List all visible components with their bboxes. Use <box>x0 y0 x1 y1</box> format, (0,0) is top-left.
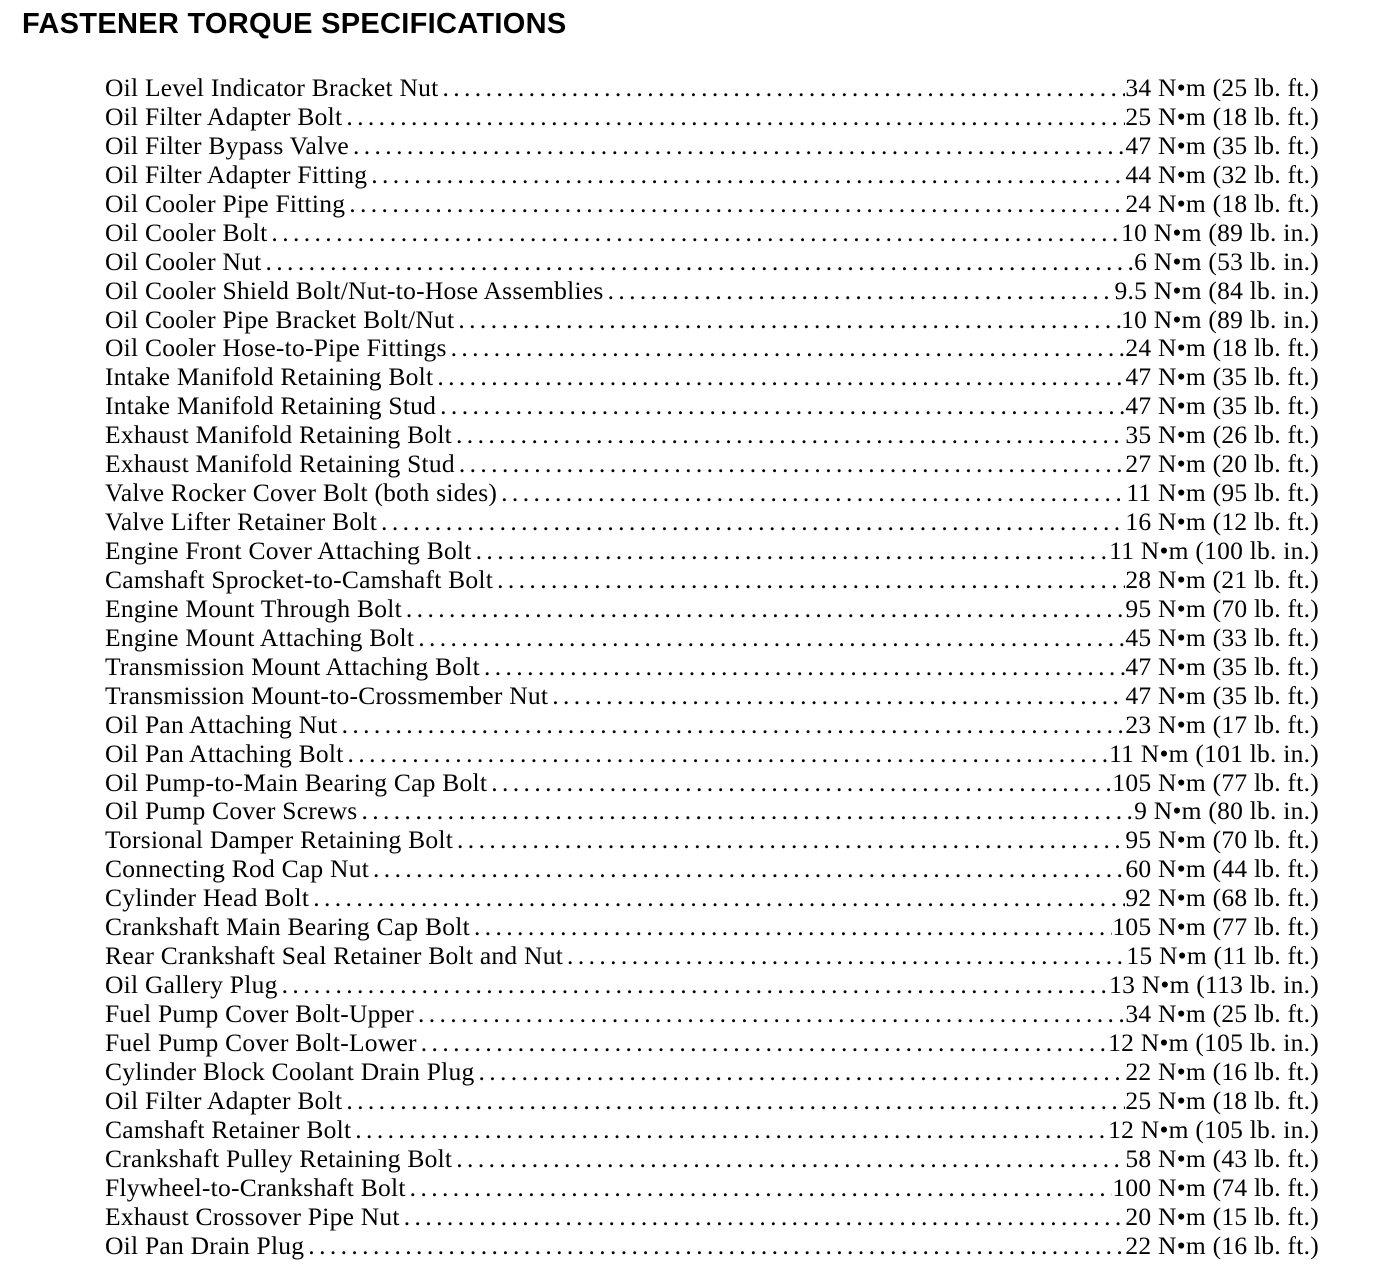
spec-label: Engine Mount Attaching Bolt <box>105 622 415 652</box>
spec-label: Intake Manifold Retaining Stud <box>105 391 437 421</box>
spec-label: Flywheel-to-Crankshaft Bolt <box>105 1172 406 1202</box>
dot-leader <box>267 219 1121 248</box>
dot-leader <box>474 1058 1125 1087</box>
spec-label: Connecting Rod Cap Nut <box>105 854 370 884</box>
spec-row <box>105 306 1319 335</box>
spec-row <box>105 248 1319 277</box>
dot-leader <box>433 363 1125 392</box>
spec-torque-value: 13 N•m (113 lb. in.) <box>1109 970 1319 1000</box>
spec-label: Oil Pump-to-Main Bearing Cap Bolt <box>105 767 488 797</box>
dot-leader <box>454 306 1121 335</box>
spec-label: Camshaft Retainer Bolt <box>105 1114 352 1144</box>
dot-leader <box>344 740 1110 769</box>
spec-row <box>105 711 1319 740</box>
spec-row <box>105 1145 1319 1174</box>
dot-leader <box>497 479 1126 508</box>
spec-row <box>105 161 1319 190</box>
spec-row <box>105 421 1319 450</box>
spec-row <box>105 624 1319 653</box>
dot-leader <box>452 1145 1125 1174</box>
spec-row <box>105 1203 1319 1232</box>
spec-torque-value: 22 N•m (16 lb. ft.) <box>1125 1230 1319 1260</box>
dot-leader <box>309 884 1125 913</box>
spec-row <box>105 1087 1319 1116</box>
dot-leader <box>262 248 1135 277</box>
dot-leader <box>406 1174 1113 1203</box>
dot-leader <box>357 797 1134 826</box>
spec-torque-value: 25 N•m (18 lb. ft.) <box>1125 101 1319 131</box>
spec-row <box>105 653 1319 682</box>
spec-torque-value: 100 N•m (74 lb. ft.) <box>1112 1172 1319 1202</box>
spec-torque-value: 23 N•m (17 lb. ft.) <box>1125 709 1319 739</box>
spec-row <box>105 219 1319 248</box>
spec-label: Valve Lifter Retainer Bolt <box>105 507 378 537</box>
spec-label: Crankshaft Pulley Retaining Bolt <box>105 1143 453 1173</box>
dot-leader <box>455 450 1126 479</box>
spec-label: Oil Filter Adapter Bolt <box>105 1085 343 1115</box>
spec-row <box>105 392 1319 421</box>
dot-leader <box>342 103 1125 132</box>
spec-torque-value: 10 N•m (89 lb. in.) <box>1121 304 1319 334</box>
spec-row <box>105 537 1319 566</box>
spec-row <box>105 1000 1319 1029</box>
spec-torque-value: 47 N•m (35 lb. ft.) <box>1125 680 1319 710</box>
spec-torque-value: 20 N•m (15 lb. ft.) <box>1125 1201 1319 1231</box>
spec-label: Exhaust Crossover Pipe Nut <box>105 1201 400 1231</box>
spec-row <box>105 826 1319 855</box>
spec-torque-value: 58 N•m (43 lb. ft.) <box>1125 1143 1319 1173</box>
spec-torque-value: 24 N•m (18 lb. ft.) <box>1125 333 1319 363</box>
spec-label: Oil Cooler Bolt <box>105 217 268 247</box>
dot-leader <box>472 537 1109 566</box>
torque-spec-list <box>105 74 1319 1260</box>
spec-label: Engine Mount Through Bolt <box>105 593 402 623</box>
spec-row <box>105 334 1319 363</box>
dot-leader <box>342 1087 1125 1116</box>
spec-row <box>105 566 1319 595</box>
spec-row <box>105 190 1319 219</box>
spec-row <box>105 769 1319 798</box>
spec-torque-value: 47 N•m (35 lb. ft.) <box>1125 391 1319 421</box>
spec-row <box>105 682 1319 711</box>
spec-row <box>105 1058 1319 1087</box>
spec-torque-value: 28 N•m (21 lb. ft.) <box>1125 564 1319 594</box>
spec-torque-value: 6 N•m (53 lb. in.) <box>1134 246 1319 276</box>
spec-row <box>105 1029 1319 1058</box>
spec-label: Oil Filter Adapter Fitting <box>105 159 368 189</box>
dot-leader <box>470 913 1112 942</box>
spec-torque-value: 95 N•m (70 lb. ft.) <box>1125 593 1319 623</box>
spec-label: Oil Gallery Plug <box>105 970 278 1000</box>
spec-torque-value: 95 N•m (70 lb. ft.) <box>1125 825 1319 855</box>
spec-label: Oil Pan Attaching Bolt <box>105 738 344 768</box>
spec-torque-value: 35 N•m (26 lb. ft.) <box>1125 420 1319 450</box>
spec-label: Oil Pan Attaching Nut <box>105 709 338 739</box>
dot-leader <box>402 595 1126 624</box>
dot-leader <box>548 682 1125 711</box>
spec-torque-value: 92 N•m (68 lb. ft.) <box>1125 883 1319 913</box>
spec-label: Cylinder Head Bolt <box>105 883 310 913</box>
spec-row <box>105 103 1319 132</box>
spec-torque-value: 60 N•m (44 lb. ft.) <box>1125 854 1319 884</box>
spec-label: Intake Manifold Retaining Bolt <box>105 362 434 392</box>
spec-torque-value: 44 N•m (32 lb. ft.) <box>1125 159 1319 189</box>
dot-leader <box>438 74 1125 103</box>
spec-label: Oil Cooler Pipe Fitting <box>105 188 346 218</box>
spec-row <box>105 855 1319 884</box>
spec-row <box>105 479 1319 508</box>
dot-leader <box>400 1203 1126 1232</box>
spec-row <box>105 1116 1319 1145</box>
spec-torque-value: 22 N•m (16 lb. ft.) <box>1125 1056 1319 1086</box>
dot-leader <box>351 1116 1108 1145</box>
dot-leader <box>304 1232 1125 1261</box>
spec-row <box>105 450 1319 479</box>
spec-label: Crankshaft Main Bearing Cap Bolt <box>105 912 470 942</box>
page-title: FASTENER TORQUE SPECIFICATIONS <box>22 8 567 40</box>
spec-torque-value: 12 N•m (105 lb. in.) <box>1108 1114 1319 1144</box>
spec-row <box>105 1174 1319 1203</box>
spec-row <box>105 797 1319 826</box>
spec-torque-value: 47 N•m (35 lb. ft.) <box>1125 362 1319 392</box>
dot-leader <box>377 508 1125 537</box>
dot-leader <box>349 132 1125 161</box>
spec-torque-value: 12 N•m (105 lb. in.) <box>1108 1027 1319 1057</box>
spec-label: Torsional Damper Retaining Bolt <box>105 825 454 855</box>
spec-torque-value: 9.5 N•m (84 lb. in.) <box>1114 275 1319 305</box>
dot-leader <box>452 421 1125 450</box>
spec-row <box>105 740 1319 769</box>
spec-torque-value: 45 N•m (33 lb. ft.) <box>1125 622 1319 652</box>
spec-torque-value: 11 N•m (100 lb. in.) <box>1109 536 1319 565</box>
spec-torque-value: 10 N•m (89 lb. in.) <box>1121 217 1319 247</box>
dot-leader <box>369 855 1125 884</box>
spec-row <box>105 913 1319 942</box>
spec-label: Fuel Pump Cover Bolt-Upper <box>105 999 414 1028</box>
spec-torque-value: 9 N•m (80 lb. in.) <box>1134 796 1319 826</box>
spec-label: Oil Filter Bypass Valve <box>105 130 349 160</box>
spec-label: Transmission Mount-to-Crossmember Nut <box>105 680 549 710</box>
dot-leader <box>563 942 1126 971</box>
spec-label: Camshaft Sprocket-to-Camshaft Bolt <box>105 564 494 594</box>
spec-label: Oil Level Indicator Bracket Nut <box>105 73 439 102</box>
spec-row <box>105 1232 1319 1261</box>
spec-label: Oil Cooler Hose-to-Pipe Fittings <box>105 333 447 363</box>
spec-label: Exhaust Manifold Retaining Bolt <box>105 420 453 450</box>
spec-torque-value: 47 N•m (35 lb. ft.) <box>1125 130 1319 160</box>
spec-label: Exhaust Manifold Retaining Stud <box>105 449 455 479</box>
dot-leader <box>447 334 1126 363</box>
spec-torque-value: 34 N•m (25 lb. ft.) <box>1125 73 1319 102</box>
spec-row <box>105 132 1319 161</box>
spec-torque-value: 16 N•m (12 lb. ft.) <box>1125 507 1319 537</box>
dot-leader <box>604 277 1115 306</box>
spec-row <box>105 884 1319 913</box>
spec-label: Transmission Mount Attaching Bolt <box>105 651 480 681</box>
spec-label: Fuel Pump Cover Bolt-Lower <box>105 1027 417 1057</box>
spec-label: Rear Crankshaft Seal Retainer Bolt and Nut <box>105 941 564 971</box>
spec-torque-value: 34 N•m (25 lb. ft.) <box>1125 999 1319 1028</box>
spec-label: Oil Pump Cover Screws <box>105 796 358 826</box>
dot-leader <box>414 624 1125 653</box>
spec-row <box>105 942 1319 971</box>
dot-leader <box>487 769 1112 798</box>
spec-row <box>105 971 1319 1000</box>
dot-leader <box>436 392 1125 421</box>
spec-torque-value: 105 N•m (77 lb. ft.) <box>1112 912 1319 942</box>
spec-label: Oil Filter Adapter Bolt <box>105 101 343 131</box>
dot-leader <box>278 971 1110 1000</box>
spec-torque-value: 24 N•m (18 lb. ft.) <box>1125 188 1319 218</box>
dot-leader <box>493 566 1125 595</box>
spec-label: Valve Rocker Cover Bolt (both sides) <box>105 478 498 508</box>
spec-torque-value: 15 N•m (11 lb. ft.) <box>1126 941 1319 971</box>
spec-torque-value: 11 N•m (101 lb. in.) <box>1109 738 1319 768</box>
dot-leader <box>345 190 1125 219</box>
dot-leader <box>367 161 1125 190</box>
spec-label: Oil Cooler Shield Bolt/Nut-to-Hose Assemblies <box>105 275 604 305</box>
spec-row <box>105 363 1319 392</box>
spec-label: Engine Front Cover Attaching Bolt <box>105 536 472 565</box>
spec-torque-value: 105 N•m (77 lb. ft.) <box>1112 767 1319 797</box>
dot-leader <box>417 1029 1108 1058</box>
spec-label: Oil Cooler Nut <box>105 246 262 276</box>
spec-torque-value: 47 N•m (35 lb. ft.) <box>1125 651 1319 681</box>
spec-torque-value: 25 N•m (18 lb. ft.) <box>1125 1085 1319 1115</box>
spec-label: Cylinder Block Coolant Drain Plug <box>105 1056 475 1086</box>
dot-leader <box>480 653 1125 682</box>
spec-row <box>105 508 1319 537</box>
spec-row <box>105 277 1319 306</box>
dot-leader <box>338 711 1126 740</box>
spec-torque-value: 11 N•m (95 lb. ft.) <box>1126 478 1319 508</box>
dot-leader <box>414 1000 1125 1029</box>
spec-label: Oil Pan Drain Plug <box>105 1230 305 1260</box>
spec-torque-value: 27 N•m (20 lb. ft.) <box>1125 449 1319 479</box>
dot-leader <box>453 826 1125 855</box>
spec-row <box>105 595 1319 624</box>
spec-row <box>105 74 1319 103</box>
spec-label: Oil Cooler Pipe Bracket Bolt/Nut <box>105 304 455 334</box>
